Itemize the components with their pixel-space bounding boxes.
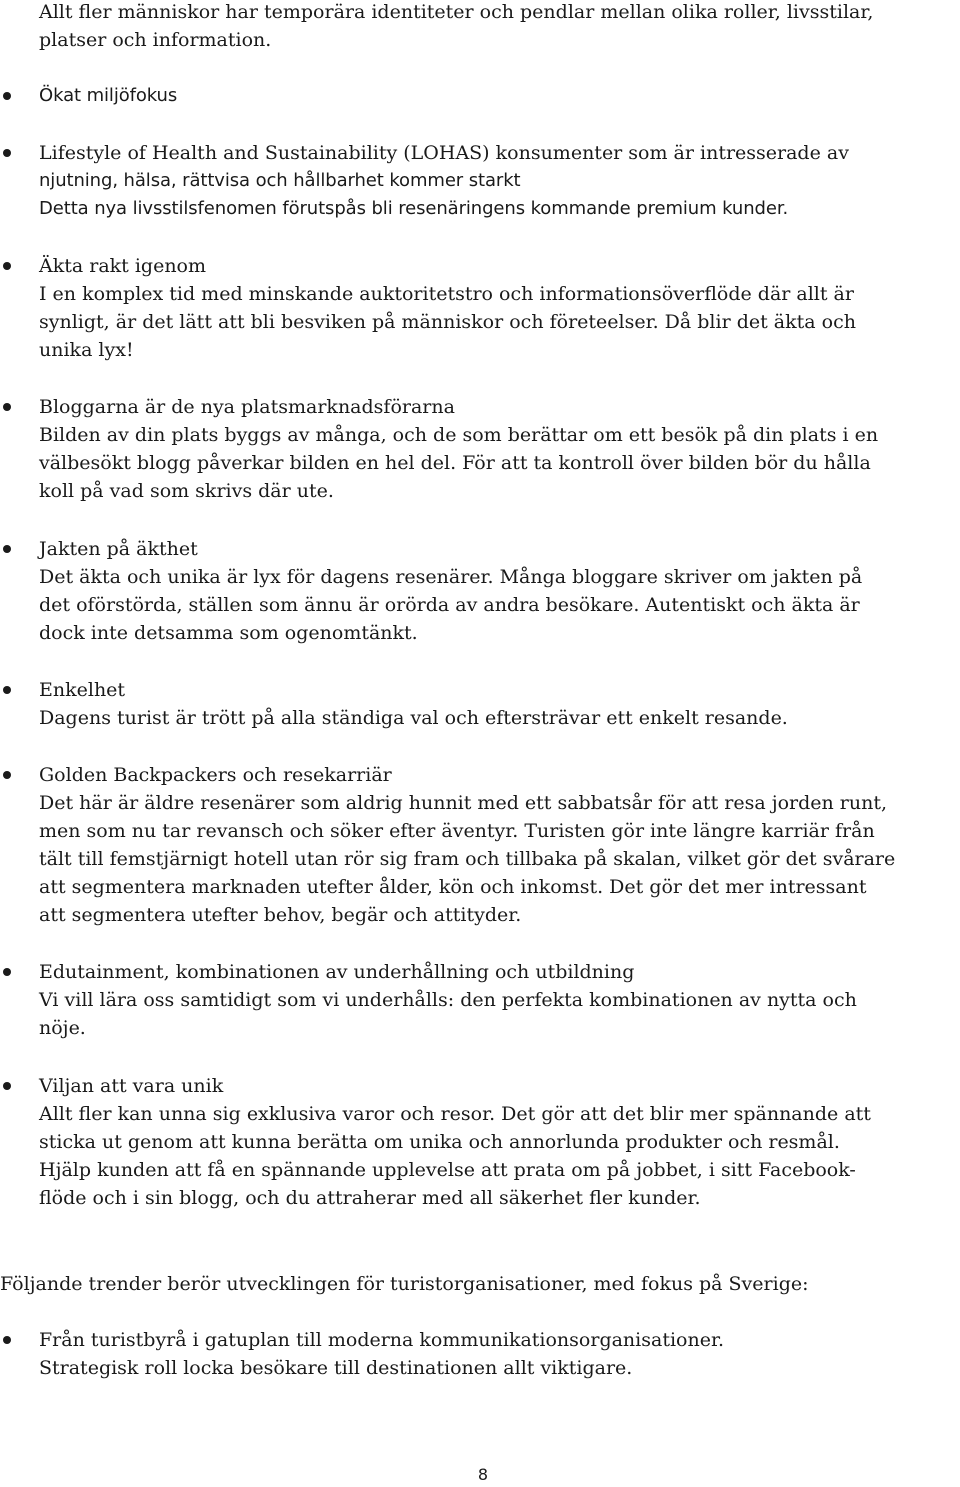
bullet-text-line: Dagens turist är trött på alla ständiga val och eftersträvar ett enkelt resande. xyxy=(39,707,788,729)
bullet-text-line: Hjälp kunden att få en spännande upplevelse att prata om på jobbet, i sitt Facebook- xyxy=(39,1159,856,1181)
bullet-icon xyxy=(3,968,11,976)
bullet-text-line: att segmentera marknaden utefter ålder, kön och inkomst. Det gör det mer intressant xyxy=(39,876,867,898)
bullet-heading: Från turistbyrå i gatuplan till moderna kommunikationsorganisationer. xyxy=(39,1329,724,1351)
bullet-heading: Lifestyle of Health and Sustainability (LOHAS) konsumenter som är intresserade av xyxy=(39,142,849,164)
bullet-text-line: njutning, hälsa, rättvisa och hållbarhet kommer starkt xyxy=(39,170,521,191)
bullet-icon xyxy=(3,771,11,779)
bullet-icon xyxy=(3,262,11,270)
bullet-text-line: Allt fler kan unna sig exklusiva varor och resor. Det gör att det blir mer spännande att xyxy=(39,1103,871,1125)
bullet-heading: Enkelhet xyxy=(39,679,126,701)
bullet-text-line: Strategisk roll locka besökare till destinationen allt viktigare. xyxy=(39,1357,633,1379)
section-intro: Följande trender berör utvecklingen för turistorganisationer, med fokus på Sverige: xyxy=(0,1273,809,1295)
bullet-text-line: koll på vad som skrivs där ute. xyxy=(39,480,334,502)
paragraph-line: platser och information. xyxy=(39,29,272,51)
bullet-text-line: unika lyx! xyxy=(39,339,134,361)
page-number: 8 xyxy=(477,1465,489,1484)
bullet-heading: Golden Backpackers och resekarriär xyxy=(39,764,392,786)
bullet-text-line: sticka ut genom att kunna berätta om unika och annorlunda produkter och resmål. xyxy=(39,1131,840,1153)
bullet-heading: Jakten på äkthet xyxy=(39,538,198,560)
bullet-text-line: I en komplex tid med minskande auktoritetstro och informationsöverflöde där allt är xyxy=(39,283,854,305)
bullet-text-line: välbesökt blogg påverkar bilden en hel del. För att ta kontroll över bilden bör du hålla xyxy=(39,452,871,474)
bullet-icon xyxy=(3,1336,11,1344)
bullet-icon xyxy=(3,686,11,694)
bullet-text-line: Det äkta och unika är lyx för dagens resenärer. Många bloggare skriver om jakten på xyxy=(39,566,863,588)
bullet-icon xyxy=(3,403,11,411)
bullet-text-line: Detta nya livsstilsfenomen förutspås bli resenäringens kommande premium kunder. xyxy=(39,198,789,219)
bullet-heading: Äkta rakt igenom xyxy=(39,255,207,277)
bullet-heading: Bloggarna är de nya platsmarknadsförarna xyxy=(39,396,455,418)
bullet-text-line: Det här är äldre resenärer som aldrig hunnit med ett sabbatsår för att resa jorden runt, xyxy=(39,792,888,814)
bullet-text-line: synligt, är det lätt att bli besviken på människor och företeelser. Då blir det äkta och xyxy=(39,311,856,333)
bullet-text-line: det oförstörda, ställen som ännu är orörda av andra besökare. Autentiskt och äkta är xyxy=(39,594,860,616)
bullet-text-line: Bilden av din plats byggs av många, och de som berättar om ett besök på din plats i en xyxy=(39,424,879,446)
bullet-text-line: nöje. xyxy=(39,1017,86,1039)
bullet-heading: Viljan att vara unik xyxy=(39,1075,224,1097)
bullet-icon xyxy=(3,545,11,553)
bullet-icon xyxy=(3,1082,11,1090)
bullet-text-line: Vi vill lära oss samtidigt som vi underhålls: den perfekta kombinationen av nytta och xyxy=(39,989,857,1011)
bullet-text-line: dock inte detsamma som ogenomtänkt. xyxy=(39,622,418,644)
bullet-icon xyxy=(3,92,11,100)
bullet-text-line: tält till femstjärnigt hotell utan rör sig fram och tillbaka på skalan, vilket gör det svårare xyxy=(39,848,896,870)
bullet-icon xyxy=(3,149,11,157)
bullet-heading: Ökat miljöfokus xyxy=(39,85,178,106)
bullet-heading: Edutainment, kombinationen av underhållning och utbildning xyxy=(39,961,635,983)
paragraph-line: Allt fler människor har temporära identiteter och pendlar mellan olika roller, livsstilar, xyxy=(39,1,874,23)
bullet-text-line: flöde och i sin blogg, och du attraherar med all säkerhet fler kunder. xyxy=(39,1187,701,1209)
bullet-text-line: att segmentera utefter behov, begär och attityder. xyxy=(39,904,522,926)
bullet-text-line: men som nu tar revansch och söker efter äventyr. Turisten gör inte längre karriär från xyxy=(39,820,875,842)
